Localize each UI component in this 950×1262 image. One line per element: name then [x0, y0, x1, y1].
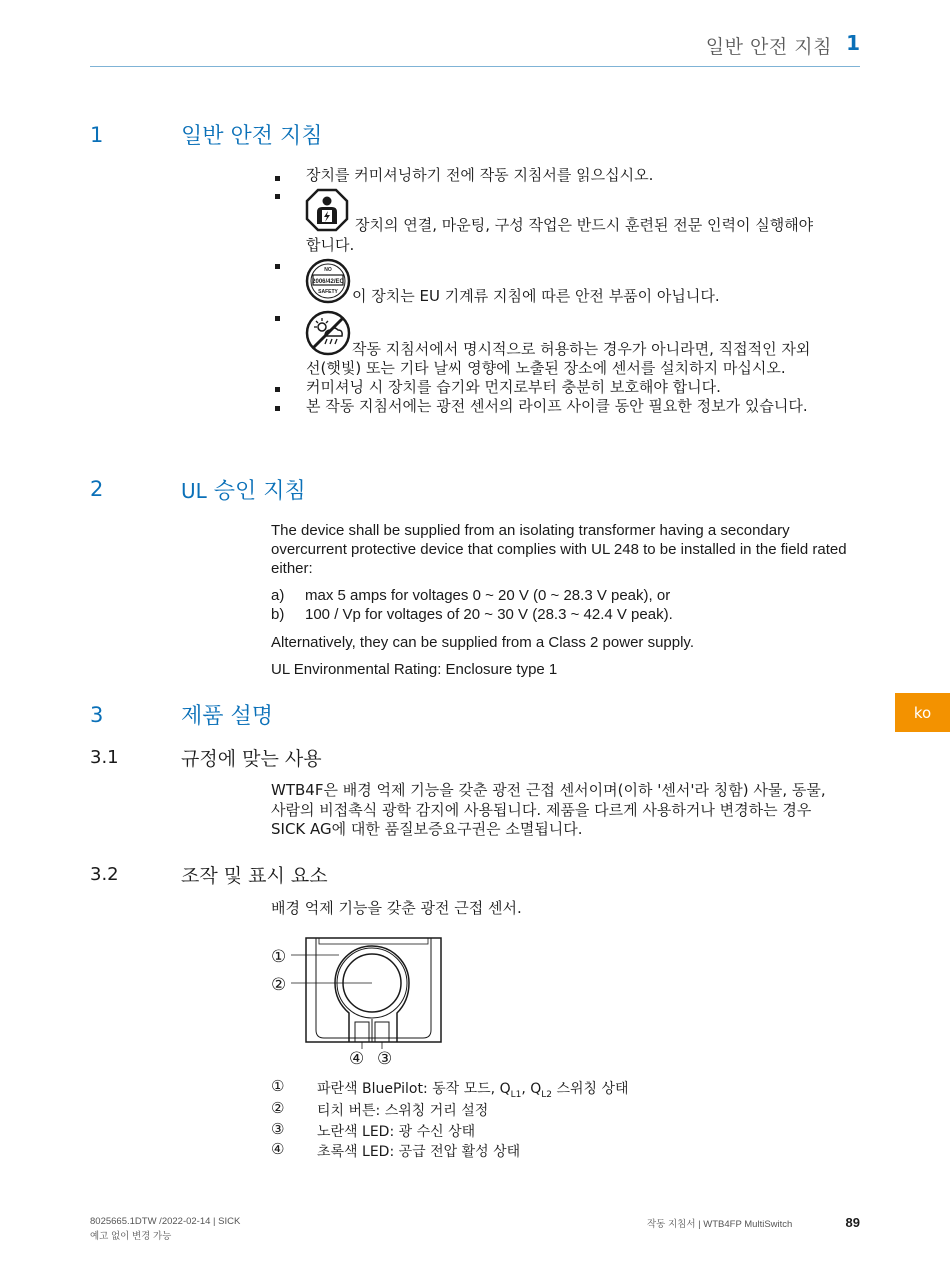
ul-para-line-1: The device shall be supplied from an isolating transformer having a secondary — [271, 522, 790, 539]
qualified-personnel-icon — [305, 188, 349, 232]
intended-use-line-2: 사람의 비접촉식 광학 감지에 사용됩니다. 제품을 다르게 사용하거나 변경하는 경우 — [271, 801, 812, 819]
callout-2: ② — [271, 975, 287, 995]
legend-1-part-b: , Q — [521, 1081, 542, 1097]
sensor-front-diagram — [265, 935, 450, 1070]
bullet-text-5: 커미셔닝 시 장치를 습기와 먼지로부터 충분히 보호해야 합니다. — [306, 378, 721, 396]
intended-use-line-3: SICK AG에 대한 품질보증요구권은 소멸됩니다. — [271, 820, 583, 838]
section-3-title: 제품 설명 — [181, 704, 274, 729]
section-1-number: 1 — [90, 123, 104, 147]
bullet — [275, 387, 280, 392]
bullet — [275, 176, 280, 181]
legend-text-2: 티치 버튼: 스위칭 거리 설정 — [317, 1103, 489, 1119]
legend-1-sub-2: L2 — [541, 1089, 553, 1100]
bullet — [275, 406, 280, 411]
section-2-number: 2 — [90, 477, 104, 501]
legend-1-sub-1: L1 — [510, 1089, 522, 1100]
intended-use-line-1: WTB4F은 배경 억제 기능을 갖춘 광전 근접 센서이며(이하 '센서'라 칭함) 사물, 동물, — [271, 781, 826, 799]
section-3-1-number: 3.1 — [90, 747, 119, 768]
page-number: 89 — [845, 1215, 860, 1230]
ul-item-b-mark: b) — [271, 606, 285, 623]
ul-item-a-text: max 5 amps for voltages 0 ~ 20 V (0 ~ 28.3 V peak), or — [305, 587, 671, 604]
callout-3: ③ — [377, 1049, 393, 1069]
bullet-text-4: 작동 지침서에서 명시적으로 허용하는 경우가 아니라면, 직접적인 자외 — [352, 340, 811, 358]
running-header-title: 일반 안전 지침 — [705, 36, 832, 58]
no-safety-component-icon — [305, 258, 351, 304]
legend-mark-3: ③ — [271, 1120, 285, 1138]
ul-para-line-2: overcurrent protective device that complies with UL 248 to be installed in the field rated — [271, 541, 847, 558]
bullet-text-4-cont: 선(햇빛) 또는 기타 날씨 영향에 노출된 장소에 센서를 설치하지 마십시오. — [306, 359, 786, 377]
controls-intro: 배경 억제 기능을 갖춘 광전 근접 센서. — [271, 899, 522, 917]
bullet-text-2: 장치의 연결, 마운팅, 구성 작업은 반드시 훈련된 전문 인력이 실행해야 — [355, 216, 814, 234]
section-3-2-number: 3.2 — [90, 864, 119, 885]
callout-1: ① — [271, 947, 287, 967]
legend-mark-2: ② — [271, 1099, 285, 1117]
bullet-text-1: 장치를 커미셔닝하기 전에 작동 지침서를 읽으십시오. — [306, 166, 654, 184]
footer-doc-id: 8025665.1DTW /2022-02-14 | SICK — [90, 1216, 241, 1227]
bullet — [275, 194, 280, 199]
footer-notice: 예고 없이 변경 가능 — [90, 1231, 172, 1242]
ul-para-3: UL Environmental Rating: Enclosure type 1 — [271, 661, 558, 678]
footer-doc-title: 작동 지침서 | WTB4FP MultiSwitch — [647, 1219, 793, 1230]
ul-para-2: Alternatively, they can be supplied from a Class 2 power supply. — [271, 634, 694, 651]
bullet-text-3: 이 장치는 EU 기계류 지침에 따른 안전 부품이 아닙니다. — [352, 287, 720, 305]
section-3-number: 3 — [90, 703, 104, 727]
bullet — [275, 316, 280, 321]
legend-mark-4: ④ — [271, 1140, 285, 1158]
ul-para-line-3: either: — [271, 560, 313, 577]
section-3-2-title: 조작 및 표시 요소 — [181, 865, 328, 887]
icon-directive-label: 2006/42/EC — [312, 279, 344, 285]
callout-4: ④ — [349, 1049, 365, 1069]
section-2-title — [181, 474, 306, 505]
ul-item-a-mark: a) — [271, 587, 285, 604]
bullet-text-2-cont: 합니다. — [306, 236, 355, 254]
legend-text-3: 노란색 LED: 광 수신 상태 — [317, 1124, 476, 1140]
legend-1-part-a: 파란색 BluePilot: 동작 모드, Q — [317, 1081, 511, 1097]
section-2-title-rest: 승인 지침 — [213, 479, 306, 504]
legend-1-part-c: 스위칭 상태 — [552, 1081, 629, 1097]
ul-item-b-text: 100 / Vp for voltages of 20 ~ 30 V (28.3 ~ 42.4 V peak). — [305, 606, 673, 623]
header-rule — [90, 66, 860, 67]
language-tab[interactable]: ko — [895, 693, 950, 732]
section-3-1-title: 규정에 맞는 사용 — [181, 748, 322, 770]
bullet — [275, 264, 280, 269]
legend-text-1 — [317, 1078, 629, 1100]
icon-safety-label: SAFETY — [318, 289, 338, 295]
no-weather-exposure-icon — [305, 310, 351, 356]
section-2-title-ul: UL — [181, 479, 207, 503]
section-1-title: 일반 안전 지침 — [181, 124, 323, 149]
icon-no-label: NO — [324, 267, 332, 273]
running-header-chapter: 1 — [846, 31, 860, 55]
bullet-text-6: 본 작동 지침서에는 광전 센서의 라이프 사이클 동안 필요한 정보가 있습니다. — [306, 397, 808, 415]
legend-mark-1: ① — [271, 1077, 285, 1095]
legend-text-4: 초록색 LED: 공급 전압 활성 상태 — [317, 1144, 521, 1160]
